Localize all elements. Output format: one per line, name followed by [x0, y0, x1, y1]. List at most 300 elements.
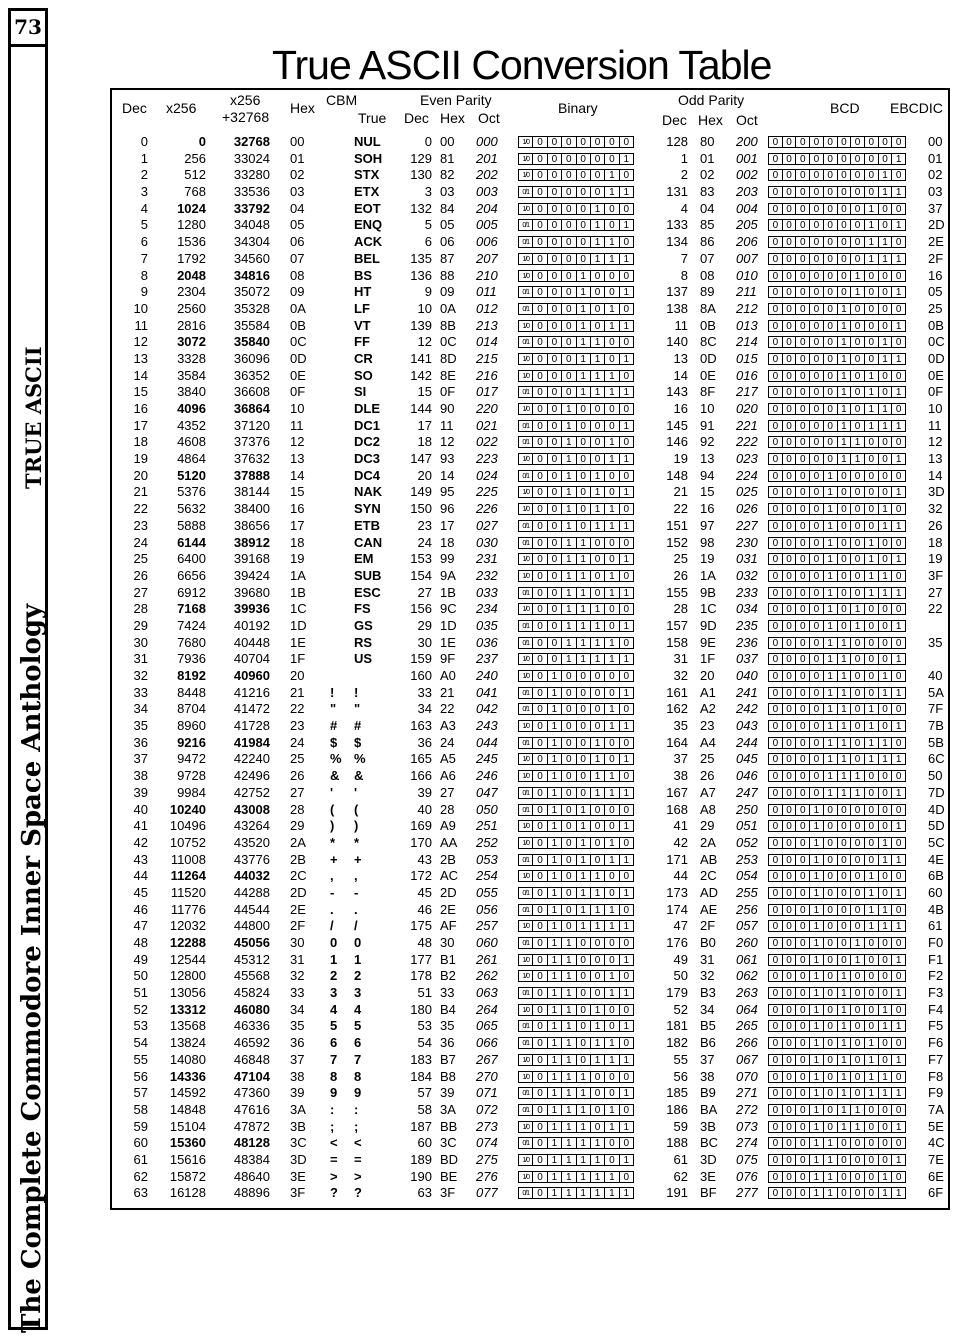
- bit: 0: [837, 888, 851, 898]
- cell-hex: 26: [290, 768, 305, 784]
- bit: 0: [782, 154, 796, 164]
- cell-o-dec: 188: [666, 1135, 688, 1151]
- bit: 1: [850, 1105, 864, 1115]
- bit: 0: [782, 788, 796, 798]
- bit: 0: [823, 254, 837, 264]
- bit: 1: [809, 1122, 823, 1132]
- bit: 1: [547, 788, 561, 798]
- bit: 1: [547, 805, 561, 815]
- cell-e-oct: 036: [476, 634, 498, 650]
- cell-e-hex: B8: [440, 1068, 456, 1084]
- bit: 0: [795, 271, 809, 281]
- cell-o-oct: 253: [736, 851, 758, 867]
- cell-e-dec: 34: [417, 701, 432, 717]
- cell-hex: 00: [290, 134, 305, 149]
- cell-x32768: 43776: [233, 851, 270, 867]
- cell-x32768: 34048: [233, 217, 270, 233]
- bit: 1: [590, 1055, 604, 1065]
- bit: 1: [561, 1005, 575, 1015]
- cell-e-oct: 077: [476, 1185, 498, 1201]
- bit: 0: [782, 704, 796, 714]
- bit: 0: [619, 337, 633, 347]
- bit: 0: [782, 621, 796, 631]
- bit: 0: [782, 654, 796, 664]
- cell-x32768: 45568: [233, 968, 270, 984]
- bit: 0: [619, 371, 633, 381]
- cell-bin-bits: [518, 904, 634, 916]
- bit: 1: [864, 237, 878, 247]
- bit: 0: [823, 220, 837, 230]
- bit: 1: [590, 220, 604, 230]
- bit: 0: [782, 604, 796, 614]
- bit: 0: [795, 688, 809, 698]
- cell-e-oct: 232: [476, 567, 498, 583]
- bit: 1: [561, 938, 575, 948]
- bit: 0: [850, 1155, 864, 1165]
- bit: 0: [782, 955, 796, 965]
- bit: 0: [850, 971, 864, 981]
- bit: 0: [782, 821, 796, 831]
- cell-e-dec: 159: [410, 651, 432, 667]
- cell-e-hex: 1B: [440, 584, 456, 600]
- cell-x32768: 37888: [233, 467, 270, 483]
- bit: 1/0: [522, 1056, 530, 1064]
- table-row: [112, 768, 948, 785]
- bit: 1: [809, 1188, 823, 1198]
- cell-true: (: [354, 801, 359, 817]
- bit: 0: [891, 771, 905, 781]
- bit: 0: [837, 905, 851, 915]
- bit: 1: [561, 571, 575, 581]
- cell-o-oct: 070: [736, 1068, 758, 1084]
- bit: 0: [837, 554, 851, 564]
- cell-bcd-bits: [768, 1087, 906, 1099]
- cell-cbm: <: [330, 1135, 338, 1151]
- bit: 0: [547, 321, 561, 331]
- bit: 1: [850, 955, 864, 965]
- bit: 0: [823, 1055, 837, 1065]
- bit: 0: [532, 237, 546, 247]
- cell-o-dec: 31: [673, 651, 688, 667]
- cell-ebcdic: F0: [928, 935, 944, 950]
- bit: 0: [772, 604, 779, 616]
- cell-o-hex: 20: [700, 668, 715, 683]
- bit: 0: [590, 287, 604, 297]
- bit: 0: [795, 821, 809, 831]
- bit: 1: [576, 1172, 590, 1182]
- bit: 0/1: [522, 522, 530, 530]
- cell-o-dec: 32: [673, 668, 688, 683]
- cell-x256: 6400: [177, 551, 206, 567]
- bit: 0: [772, 1071, 779, 1083]
- cell-x256: 13312: [169, 1001, 206, 1017]
- cell-bcd-bits: [768, 503, 906, 515]
- cell-o-oct: 043: [736, 718, 758, 734]
- cell-ebcdic: 4B: [928, 901, 944, 917]
- cell-o-hex: BF: [700, 1185, 717, 1201]
- bit: 0: [561, 354, 575, 364]
- bit: 0: [823, 354, 837, 364]
- section-label: TRUE ASCII: [21, 346, 46, 489]
- cell-e-hex: B1: [440, 951, 456, 967]
- bit: 1: [619, 888, 633, 898]
- bit: 0: [782, 237, 796, 247]
- cell-o-dec: 21: [673, 484, 688, 500]
- table-row: [112, 635, 948, 652]
- cell-dec: 8: [140, 267, 148, 283]
- cell-e-oct: 254: [476, 868, 498, 884]
- cell-true: ESC: [354, 584, 381, 600]
- bit: 1: [878, 521, 892, 531]
- bit: 0: [837, 571, 851, 581]
- bit: 0: [795, 1021, 809, 1031]
- bit: 0: [576, 704, 590, 714]
- cell-o-oct: 067: [736, 1051, 758, 1067]
- cell-o-oct: 073: [736, 1118, 758, 1134]
- bit: 1: [604, 588, 618, 598]
- bit: 0: [576, 1021, 590, 1031]
- bit: 0: [795, 237, 809, 247]
- cell-o-oct: 235: [736, 617, 758, 633]
- cell-true: RS: [354, 634, 373, 650]
- cell-hex: 3A: [290, 1101, 306, 1117]
- cell-o-dec: 16: [673, 401, 688, 416]
- cell-x256: 14592: [169, 1085, 206, 1101]
- cell-o-hex: 04: [700, 200, 715, 216]
- cell-e-dec: 136: [410, 267, 432, 283]
- cell-e-oct: 270: [476, 1068, 498, 1084]
- cell-dec: 30: [133, 634, 148, 650]
- cell-x32768: 45056: [233, 935, 270, 950]
- bit: 1: [561, 638, 575, 648]
- bit: 0: [837, 287, 851, 297]
- cell-o-dec: 1: [680, 150, 688, 166]
- cell-e-oct: 231: [476, 551, 498, 567]
- bit: 0: [850, 1021, 864, 1031]
- cell-bcd-bits: [768, 537, 906, 549]
- bit: 0: [823, 988, 837, 998]
- bit: 1: [891, 454, 905, 464]
- cell-o-oct: 004: [736, 200, 758, 216]
- bit: 1: [590, 771, 604, 781]
- cell-o-oct: 214: [736, 334, 758, 350]
- cell-ebcdic: F2: [928, 968, 944, 984]
- bit: 1: [891, 1122, 905, 1132]
- bit: 0: [782, 671, 796, 681]
- bit: 0: [532, 805, 546, 815]
- cell-o-oct: 023: [736, 451, 758, 467]
- bit: 1: [864, 721, 878, 731]
- cell-true: SOH: [354, 150, 383, 166]
- cell-bin-bits: [518, 253, 634, 265]
- bit: 1: [590, 504, 604, 514]
- bit: 0: [850, 404, 864, 414]
- cell-e-oct: 223: [476, 451, 498, 467]
- bit: 0: [891, 905, 905, 915]
- cell-true: -: [354, 884, 359, 900]
- bit: 0: [878, 487, 892, 497]
- cell-x256: 4352: [177, 417, 206, 433]
- bit: 0: [561, 220, 575, 230]
- bit: 0: [561, 821, 575, 831]
- cell-bin-bits: [518, 270, 634, 282]
- bit: 1: [864, 571, 878, 581]
- bit: 0: [619, 738, 633, 748]
- cell-o-dec: 61: [673, 1151, 688, 1167]
- bit: 0: [891, 538, 905, 548]
- bit: 1: [576, 337, 590, 347]
- cell-dec: 9: [140, 284, 148, 300]
- bit: 1: [561, 955, 575, 965]
- cell-bcd-bits: [768, 253, 906, 265]
- bit: 0: [809, 638, 823, 648]
- bit: 1: [809, 1172, 823, 1182]
- bit: 0: [864, 170, 878, 180]
- bit: 0: [809, 754, 823, 764]
- bit: 0/1: [522, 289, 530, 297]
- cell-o-hex: 80: [700, 134, 715, 149]
- cell-bcd-bits: [768, 520, 906, 532]
- bit: 0: [782, 905, 796, 915]
- cell-o-oct: 203: [736, 184, 758, 200]
- bit: 0: [878, 704, 892, 714]
- bit: 0: [590, 571, 604, 581]
- cell-bcd-bits: [768, 153, 906, 165]
- cell-o-hex: 3B: [700, 1118, 716, 1134]
- bit: 1: [837, 1005, 851, 1015]
- cell-e-dec: 189: [410, 1151, 432, 1167]
- cell-bcd-bits: [768, 870, 906, 882]
- cell-e-oct: 060: [476, 935, 498, 950]
- bit: 0: [604, 421, 618, 431]
- table-body: [112, 134, 948, 1202]
- cell-cbm: !: [330, 684, 335, 700]
- cell-bcd-bits: [768, 804, 906, 816]
- cell-o-hex: 89: [700, 284, 715, 300]
- bit: 0: [864, 504, 878, 514]
- bit: 0: [547, 604, 561, 614]
- bit: 0: [795, 538, 809, 548]
- cell-o-hex: 0B: [700, 317, 716, 333]
- cell-o-hex: 1C: [700, 601, 717, 617]
- bit: 0: [772, 1154, 779, 1166]
- bit: 0: [576, 771, 590, 781]
- cell-e-oct: 072: [476, 1101, 498, 1117]
- cell-bin-bits: [518, 420, 634, 432]
- cell-cbm: ': [330, 784, 334, 800]
- bit: 0: [782, 1005, 796, 1015]
- bit: 1: [619, 521, 633, 531]
- cell-x32768: 35328: [233, 300, 270, 316]
- bit: 0: [891, 738, 905, 748]
- bit: 0: [772, 1138, 779, 1150]
- cell-dec: 25: [133, 551, 148, 567]
- cell-o-oct: 265: [736, 1018, 758, 1034]
- bit: 1: [619, 354, 633, 364]
- cell-e-dec: 12: [417, 334, 432, 350]
- bit: 1: [878, 1088, 892, 1098]
- bit: 0: [532, 1122, 546, 1132]
- bit: 1/0: [522, 723, 530, 731]
- bit: 1: [604, 1055, 618, 1065]
- cell-x256: 12032: [169, 918, 206, 934]
- cell-e-dec: 5: [424, 217, 432, 233]
- bit: 1: [891, 154, 905, 164]
- cell-bcd-bits: [768, 436, 906, 448]
- cell-dec: 40: [133, 801, 148, 817]
- cell-true: CAN: [354, 534, 383, 550]
- cell-o-hex: AB: [700, 851, 718, 867]
- bit: 1: [547, 1038, 561, 1048]
- cell-o-dec: 146: [666, 434, 688, 450]
- cell-hex: 1B: [290, 584, 306, 600]
- bit: 1: [891, 487, 905, 497]
- cell-o-dec: 37: [673, 751, 688, 767]
- cell-x256: 256: [184, 150, 206, 166]
- bit: 0: [619, 1038, 633, 1048]
- bit: 0: [878, 287, 892, 297]
- cell-e-dec: 39: [417, 784, 432, 800]
- bit: 0: [837, 921, 851, 931]
- bit: 1: [604, 921, 618, 931]
- bit: 0: [850, 170, 864, 180]
- cell-e-dec: 17: [417, 417, 432, 433]
- bit: 1: [590, 471, 604, 481]
- bit: 0: [809, 304, 823, 314]
- bit: 1: [850, 287, 864, 297]
- bit: 0: [795, 1005, 809, 1015]
- bit: 1/0: [522, 1123, 530, 1131]
- cell-x32768: 37376: [233, 434, 270, 450]
- bit: 0: [590, 1072, 604, 1082]
- cell-x32768: 32768: [233, 134, 270, 149]
- bit: 1: [576, 1105, 590, 1115]
- bit: 0: [782, 1038, 796, 1048]
- bit: 0: [590, 955, 604, 965]
- bit: 1/0: [522, 456, 530, 464]
- cell-bin-bits: [518, 1037, 634, 1049]
- bit: 0: [878, 988, 892, 998]
- bit: 0: [850, 304, 864, 314]
- bit: 0: [864, 771, 878, 781]
- cell-x256: 8960: [177, 718, 206, 734]
- cell-bcd-bits: [768, 403, 906, 415]
- bit: 1: [576, 604, 590, 614]
- bit: 0: [561, 204, 575, 214]
- bit: 0: [772, 237, 779, 249]
- bit: 0: [795, 871, 809, 881]
- cell-x256: 2048: [177, 267, 206, 283]
- bit: 0/1: [522, 940, 530, 947]
- bit: 1: [837, 638, 851, 648]
- cell-e-hex: 0F: [440, 384, 456, 400]
- bit: 1: [823, 604, 837, 614]
- cell-x256: 6656: [177, 567, 206, 583]
- bit: 1: [891, 888, 905, 898]
- bit: 0: [823, 421, 837, 431]
- cell-e-oct: 245: [476, 751, 498, 767]
- bit: 0: [795, 921, 809, 931]
- bit: 0: [878, 1122, 892, 1132]
- bit: 1: [604, 988, 618, 998]
- bit: 0: [809, 571, 823, 581]
- bit: 0: [850, 504, 864, 514]
- cell-o-dec: 140: [666, 334, 688, 350]
- cell-hex: 20: [290, 668, 305, 683]
- bit: 0: [782, 354, 796, 364]
- bit: 1: [809, 1055, 823, 1065]
- cell-x256: 10752: [169, 834, 206, 850]
- bit: 1: [878, 254, 892, 264]
- cell-ebcdic: 6C: [928, 751, 945, 767]
- cell-ebcdic: 03: [928, 184, 943, 200]
- bit: 0: [795, 1122, 809, 1132]
- bit: 1: [837, 671, 851, 681]
- cell-x32768: 44544: [233, 901, 270, 917]
- bit: 1: [576, 1188, 590, 1198]
- cell-dec: 13: [133, 350, 148, 366]
- bit: 0: [850, 571, 864, 581]
- cell-ebcdic: F1: [928, 951, 944, 967]
- cell-e-oct: 234: [476, 601, 498, 617]
- bit: 1: [837, 454, 851, 464]
- bit: 0: [590, 1122, 604, 1132]
- bit: 0: [891, 838, 905, 848]
- bit: 0: [850, 1055, 864, 1065]
- cell-e-hex: 93: [440, 451, 455, 467]
- cell-dec: 54: [133, 1035, 148, 1051]
- bit: 0: [772, 1171, 779, 1183]
- cell-e-dec: 36: [417, 734, 432, 750]
- cell-x256: 6144: [177, 534, 206, 550]
- bit: 0: [891, 604, 905, 614]
- bit: 0: [532, 1088, 546, 1098]
- cell-true: #: [354, 718, 362, 734]
- cell-e-oct: 063: [476, 985, 498, 1001]
- bit: 0: [823, 1105, 837, 1115]
- bit: 1: [576, 805, 590, 815]
- bit: 0/1: [522, 339, 530, 347]
- bit: 0: [850, 1005, 864, 1015]
- bit: 0: [619, 905, 633, 915]
- cell-true: ): [354, 818, 359, 834]
- bit: 0: [590, 988, 604, 998]
- bit: 0: [532, 321, 546, 331]
- bit: 1: [547, 955, 561, 965]
- bit: 0: [850, 838, 864, 848]
- cell-dec: 33: [133, 684, 148, 700]
- table-row: [112, 1002, 948, 1019]
- bit: 0: [809, 721, 823, 731]
- cell-o-dec: 28: [673, 601, 688, 617]
- cell-hex: 0D: [290, 350, 307, 366]
- cell-e-hex: 2E: [440, 901, 456, 917]
- bit: 1: [864, 921, 878, 931]
- cell-e-hex: 3C: [440, 1135, 457, 1151]
- bit: 0: [878, 771, 892, 781]
- bit: 1: [891, 220, 905, 230]
- table-row: [112, 501, 948, 518]
- bit: 1: [604, 1105, 618, 1115]
- cell-o-oct: 061: [736, 951, 758, 967]
- bit: 0: [604, 738, 618, 748]
- bit: 0: [823, 287, 837, 297]
- bit: 1: [604, 454, 618, 464]
- cell-true: GS: [354, 617, 373, 633]
- cell-ebcdic: 5E: [928, 1118, 944, 1134]
- cell-e-dec: 139: [410, 317, 432, 333]
- bit: 0: [604, 1155, 618, 1165]
